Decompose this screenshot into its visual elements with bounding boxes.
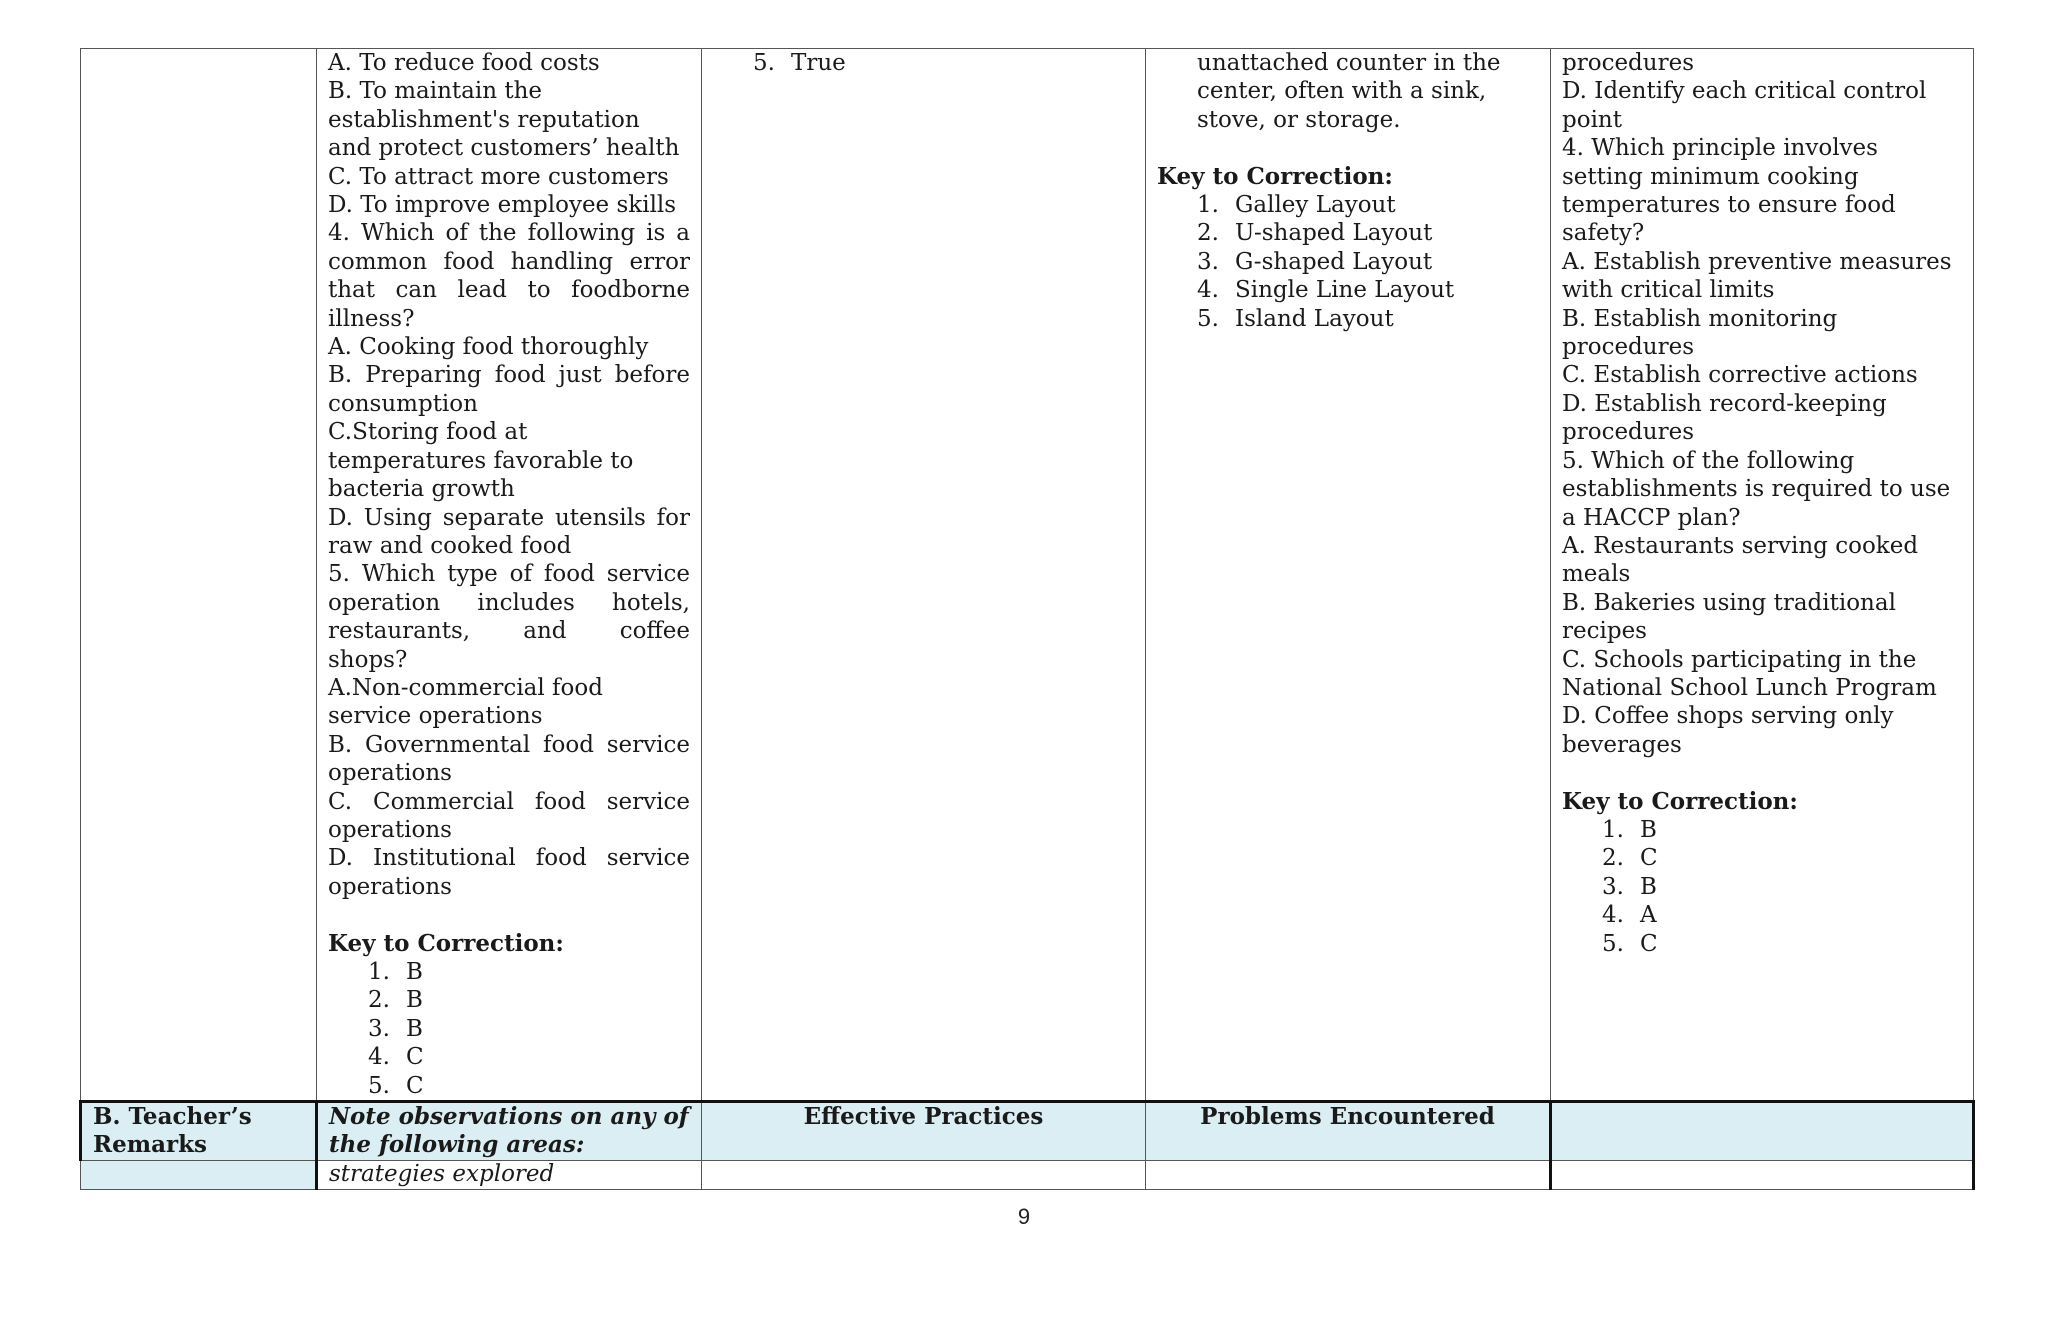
assessment-col-2 [317, 49, 702, 1102]
question-4-line: common food handling error [328, 248, 690, 275]
remarks-empty-cell [1551, 1160, 1974, 1189]
teachers-remarks-row [81, 1102, 1974, 1161]
text-line: beverages [1562, 731, 1682, 758]
option-d: D. Using separate utensils for [328, 504, 690, 531]
strategies-label-cell [81, 1160, 317, 1189]
option-b: B. Governmental food service [328, 731, 690, 758]
answer-key-item: 2. C [1602, 845, 1658, 872]
option-b: B. Preparing food just before [328, 362, 690, 389]
question-4-line: illness? [328, 305, 415, 332]
question-4-line: that can lead to foodborne [328, 277, 690, 304]
answer-key-item: 1. Galley Layout [1197, 192, 1396, 219]
text-line: A. Establish preventive measures [1562, 248, 1952, 275]
question-5-line: shops? [328, 646, 408, 673]
option-c: temperatures favorable to [328, 447, 634, 474]
assessment-row [81, 49, 1974, 1102]
problems-encountered-header: Problems Encountered [1146, 1102, 1551, 1161]
key-to-correction-title: Key to Correction: [1562, 787, 1798, 815]
effective-practices-cell [702, 1160, 1146, 1189]
assessment-col-4 [1146, 49, 1551, 1102]
option-b: consumption [328, 390, 478, 417]
text-line: establishments is required to use [1562, 476, 1951, 503]
text-line: 5. Which of the following [1562, 447, 1855, 474]
text-line: B. Establish monitoring [1562, 305, 1838, 332]
effective-practices-header: Effective Practices [702, 1102, 1146, 1161]
option-line: B. To maintain the [328, 78, 543, 105]
text-line: stove, or storage. [1197, 106, 1401, 133]
option-line: and protect customers’ health [328, 135, 680, 162]
text-line: 4. Which principle involves [1562, 135, 1878, 162]
option-b: operations [328, 760, 452, 787]
text-line: unattached counter in the [1197, 50, 1501, 76]
text-line: C. Schools participating in the [1562, 646, 1917, 673]
answer-key-item: 3. G-shaped Layout [1197, 248, 1433, 275]
remarks-empty-header [1551, 1102, 1974, 1161]
answer-key-item: 4. C [368, 1044, 424, 1071]
question-4-line: 4. Which of the following is a [328, 220, 690, 247]
question-5-line: 5. Which type of food service [328, 561, 690, 588]
question-5-line: operation includes hotels, [328, 589, 690, 616]
text-line: procedures [1562, 334, 1695, 361]
text-line: center, often with a sink, [1197, 78, 1487, 105]
text-line: D. Coffee shops serving only [1562, 703, 1894, 730]
answer-key-item: 2. U-shaped Layout [1197, 220, 1433, 247]
lesson-plan-table [79, 48, 1975, 1190]
text-line: meals [1562, 561, 1631, 588]
option-d: D. Institutional food service [328, 845, 690, 872]
text-line: C. Establish corrective actions [1562, 362, 1918, 389]
teachers-remarks-label: B. Teacher’s Remarks [81, 1102, 317, 1161]
answer-key-item: 4. Single Line Layout [1197, 277, 1455, 304]
text-line: D. Identify each critical control [1562, 78, 1927, 105]
problems-encountered-cell [1146, 1160, 1551, 1189]
answer-key-item: 1. B [1602, 816, 1657, 843]
answer-key-item: 2. B [368, 987, 423, 1014]
text-line: with critical limits [1562, 277, 1775, 304]
answer-key-item: 4. A [1602, 902, 1657, 929]
strategies-row [81, 1160, 1974, 1189]
text-line: D. Establish record-keeping [1562, 390, 1887, 417]
option-d: raw and cooked food [328, 532, 572, 559]
text-line: temperatures to ensure food [1562, 192, 1896, 219]
option-line: A. To reduce food costs [328, 50, 600, 76]
option-line: C. To attract more customers [328, 163, 669, 190]
assessment-col-5 [1551, 49, 1974, 1102]
text-line: procedures [1562, 50, 1695, 76]
option-c: C.Storing food at [328, 419, 528, 446]
option-a: A. Cooking food thoroughly [328, 334, 649, 361]
answer-key-item: 5. C [368, 1072, 424, 1099]
spacer [1562, 759, 1962, 787]
option-d: operations [328, 873, 452, 900]
option-c: operations [328, 816, 452, 843]
answer-key-item: 1. B [368, 958, 423, 985]
text-line: setting minimum cooking [1562, 163, 1859, 190]
answer-key-item: 3. B [1602, 873, 1657, 900]
option-c: bacteria growth [328, 476, 515, 503]
text-line: B. Bakeries using traditional [1562, 589, 1896, 616]
text-line: A. Restaurants serving cooked [1562, 532, 1919, 559]
text-line: National School Lunch Program [1562, 674, 1937, 701]
answer-key-item: 5. C [1602, 930, 1658, 957]
spacer [1157, 134, 1539, 162]
answer-key-item: 3. B [368, 1015, 423, 1042]
option-a: service operations [328, 703, 543, 730]
page-number: 9 [1017, 1204, 1031, 1229]
row-label-cell [81, 49, 317, 1102]
text-line: safety? [1562, 220, 1645, 247]
assessment-col-3 [702, 49, 1146, 1102]
option-line: D. To improve employee skills [328, 192, 677, 219]
observation-note: Note observations on any of the following areas: [317, 1102, 702, 1161]
answer-key-item: 5. Island Layout [1197, 305, 1394, 332]
answer-item: 5. True [753, 50, 846, 76]
option-line: establishment's reputation [328, 106, 640, 133]
option-c: C. Commercial food service [328, 788, 690, 815]
text-line: procedures [1562, 419, 1695, 446]
text-line: recipes [1562, 618, 1647, 645]
text-line: a HACCP plan? [1562, 504, 1741, 531]
strategies-explored-label: strategies explored [317, 1160, 702, 1189]
option-a: A.Non-commercial food [328, 674, 603, 701]
spacer [328, 901, 690, 929]
question-5-line: restaurants, and coffee [328, 618, 690, 645]
key-to-correction-title: Key to Correction: [328, 929, 564, 957]
text-line: point [1562, 106, 1622, 133]
key-to-correction-title: Key to Correction: [1157, 162, 1393, 190]
